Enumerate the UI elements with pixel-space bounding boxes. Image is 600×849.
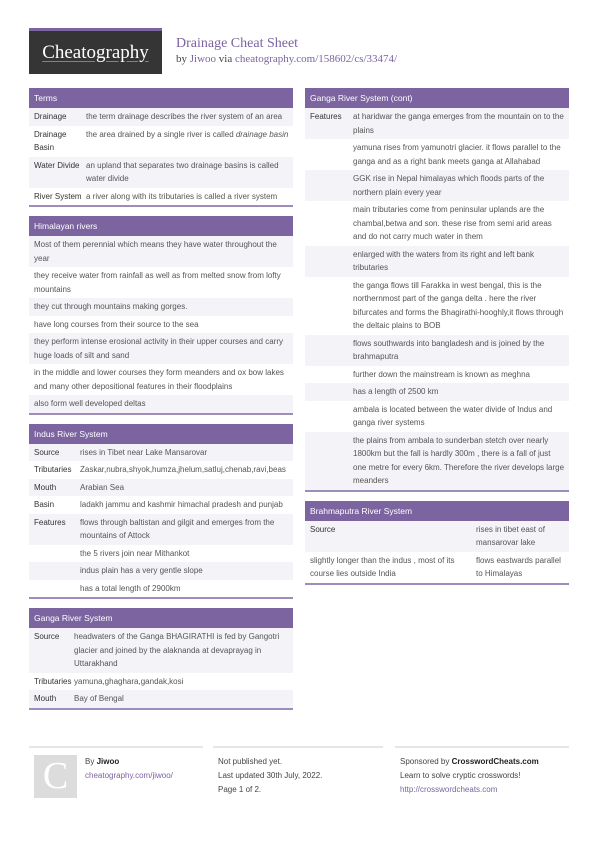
right-column <box>305 88 569 594</box>
page-header <box>29 28 589 74</box>
row-value: has a length of 2500 km <box>353 387 439 396</box>
row-key <box>310 248 353 275</box>
row-key: Mouth <box>34 482 57 492</box>
section-title: Terms <box>29 88 293 108</box>
row-value: rises in Tibet near Lake Mansarovar <box>80 447 208 457</box>
section-ganga-river-system-cont <box>305 88 569 492</box>
term-key: Drainage Basin <box>34 129 67 152</box>
row-value: indus plain has a very gentle slope <box>80 566 203 575</box>
row-value: Zaskar,nubra,shyok,humza,jhelum,satluj,chenab,ravi,beas <box>80 465 286 474</box>
term-value: the term drainage describes the river system of an area <box>86 112 283 121</box>
list-item <box>29 364 293 395</box>
item-text: have long courses from their source to the sea <box>34 319 199 329</box>
table-row <box>29 479 293 497</box>
row-value: flows southwards into bangladesh and is joined by the brahmaputra <box>353 338 545 361</box>
row-value: flows through baltistan and gilgit and emerges from the mountains of Attock <box>80 517 275 540</box>
list-item <box>29 298 293 316</box>
row-value: ambala is located between the water divide of Indus and ganga river systems <box>353 404 553 427</box>
item-text: in the middle and lower courses they form meanders and ox bow lakes and many other depositional features in their floodplains <box>34 368 284 391</box>
term-value: a river along with its tributaries is called a river system <box>86 191 278 201</box>
table-row <box>305 246 569 277</box>
row-key: Source <box>34 632 60 641</box>
row-key <box>310 403 353 430</box>
sponsor-name[interactable]: CrosswordCheats.com <box>451 757 539 766</box>
row-key: Features <box>310 112 342 121</box>
row-key <box>310 172 353 199</box>
term-key: River System <box>34 191 82 201</box>
title-block <box>176 36 397 66</box>
row-key: Features <box>34 517 66 527</box>
page-footer <box>29 746 569 806</box>
row-value: further down the mainstream is known as meghna <box>353 369 530 379</box>
row-key: Source <box>310 524 336 534</box>
row-key <box>310 279 353 333</box>
item-text: they cut through mountains making gorges. <box>34 302 188 311</box>
list-item <box>29 395 293 413</box>
footer-sponsor <box>395 746 569 797</box>
row-value: yamuna rises from yamunotri glacier. it flows parallel to the ganga and as a right bank meets ganga at Allahabad <box>353 143 561 166</box>
logo-text: Cheatography <box>42 41 149 63</box>
row-value: at haridwar the ganga emerges from the mountain on to the plains <box>353 112 564 135</box>
footer-meta <box>213 746 383 797</box>
row-value: the 5 rivers join near Mithankot <box>80 548 190 558</box>
avatar: C <box>34 755 77 798</box>
row-value: Arabian Sea <box>80 482 125 492</box>
row-key <box>310 203 353 244</box>
term-text: the area drained by a single river is called <box>86 129 236 139</box>
item-text: also form well developed deltas <box>34 399 146 408</box>
row-key <box>310 337 353 364</box>
item-text: they receive water from rainfall as well as from melted snow from lofty mountains <box>34 271 281 294</box>
table-row <box>29 545 293 563</box>
sheet-url-link[interactable]: cheatography.com/158602/cs/33474/ <box>234 53 398 65</box>
section-title: Ganga River System (cont) <box>305 88 569 108</box>
term-key: Drainage <box>34 112 67 121</box>
footer-author-name[interactable]: Jiwoo <box>96 757 120 766</box>
author-profile-link[interactable]: cheatography.com/jiwoo/ <box>85 771 173 780</box>
row-key <box>310 368 353 382</box>
table-row <box>29 444 293 462</box>
row-key: Tributaries <box>34 465 72 474</box>
list-item <box>29 333 293 364</box>
item-text: Most of them perennial which means they have water throughout the year <box>34 240 277 263</box>
published-status: Not published yet. <box>218 757 283 766</box>
page-number: Page 1 of 2. <box>218 785 262 794</box>
table-row <box>29 108 293 126</box>
row-value: flows eastwards parallel to Himalayas <box>476 555 561 578</box>
table-row <box>29 690 293 708</box>
term-key: Water Divide <box>34 160 80 170</box>
row-key: Basin <box>34 500 55 509</box>
table-row <box>305 383 569 401</box>
list-item <box>29 236 293 267</box>
row-value: Bay of Bengal <box>74 694 124 703</box>
list-item <box>29 316 293 334</box>
table-row <box>305 139 569 170</box>
table-row <box>305 335 569 366</box>
section-himalayan-rivers <box>29 216 293 415</box>
section-terms <box>29 88 293 207</box>
table-row <box>305 108 569 139</box>
row-key <box>310 141 353 168</box>
table-row <box>305 170 569 201</box>
row-value: main tributaries come from peninsular uplands are the chambal,betwa and son. these rise from semi arid areas and do not carry much water in them <box>353 205 552 241</box>
row-value: headwaters of the Ganga BHAGIRATHI is fed by Gangotri glacier and joined by the alaknanda at devaprayag in Uttarakhand <box>74 632 280 668</box>
section-title: Brahmaputra River System <box>305 501 569 521</box>
section-title: Indus River System <box>29 424 293 444</box>
byline <box>176 52 397 66</box>
row-key <box>34 547 80 561</box>
table-row <box>305 552 569 583</box>
table-row <box>29 188 293 206</box>
row-key <box>310 434 353 488</box>
table-row <box>305 432 569 490</box>
table-row <box>29 580 293 598</box>
row-value: has a total length of 2900km <box>80 583 181 593</box>
section-indus-river-system <box>29 424 293 600</box>
row-key: Tributaries <box>34 676 72 686</box>
table-row <box>29 461 293 479</box>
term-value: an upland that separates two drainage basins is called water divide <box>86 160 279 183</box>
table-row <box>29 157 293 188</box>
row-key: slightly longer than the indus , most of its course lies outside India <box>310 555 455 578</box>
author-link[interactable]: Jiwoo <box>189 53 217 65</box>
section-brahmaputra-river-system <box>305 501 569 585</box>
section-ganga-river-system <box>29 608 293 710</box>
via-label: via <box>218 53 233 65</box>
table-row <box>305 521 569 552</box>
table-row <box>29 628 293 673</box>
table-row <box>305 201 569 246</box>
list-item <box>29 267 293 298</box>
by-label: By <box>85 757 95 766</box>
table-row <box>29 673 293 691</box>
table-row <box>29 562 293 580</box>
item-text: they perform intense erosional activity in their upper courses and carry huge loads of silt and sand <box>34 337 284 360</box>
last-updated: Last updated 30th July, 2022. <box>218 771 323 780</box>
row-key <box>34 564 80 578</box>
footer-author <box>29 746 203 797</box>
row-key <box>310 385 353 399</box>
row-value: the ganga flows till Farakka in west bengal, this is the northernmost part of the ganga delta . here the river bifurcates and forms the Bhagirathi-hooghly,it flows through the deltaic plains to BOB <box>353 280 564 330</box>
row-value: GGK rise in Nepal himalayas which floods parts of the northern plain every year <box>353 174 545 197</box>
cheatography-logo[interactable] <box>29 28 162 74</box>
term-italic: drainage basin <box>235 129 289 139</box>
row-key: Source <box>34 447 60 457</box>
table-row <box>305 401 569 432</box>
row-value: enlarged with the waters from its right and left bank tributaries <box>353 249 534 272</box>
table-row <box>305 366 569 384</box>
row-value: yamuna,ghaghara,gandak,kosi <box>74 676 184 686</box>
row-key: Mouth <box>34 694 57 703</box>
term-value <box>86 128 289 155</box>
sponsored-label: Sponsored by <box>400 757 450 766</box>
left-column <box>29 88 293 719</box>
page-title[interactable]: Drainage Cheat Sheet <box>176 36 299 51</box>
sponsor-link[interactable]: http://crosswordcheats.com <box>400 785 498 794</box>
row-value: ladakh jammu and kashmir himachal pradesh and punjab <box>80 500 283 509</box>
table-row <box>29 514 293 545</box>
by-label: by <box>176 53 187 65</box>
section-title: Himalayan rivers <box>29 216 293 236</box>
row-value: the plains from ambala to sunderban stetch over nearly 1800km but the fall is hardly 300m , there is a fall of just one metre for every 6km. Therefore the river develops large meanders <box>353 435 565 485</box>
section-title: Ganga River System <box>29 608 293 628</box>
row-key <box>34 582 80 596</box>
table-row <box>29 126 293 157</box>
row-value: rises in tibet east of mansarovar lake <box>476 524 545 547</box>
table-row <box>29 496 293 514</box>
sponsor-tagline: Learn to solve cryptic crosswords! <box>400 771 521 780</box>
table-row <box>305 277 569 335</box>
